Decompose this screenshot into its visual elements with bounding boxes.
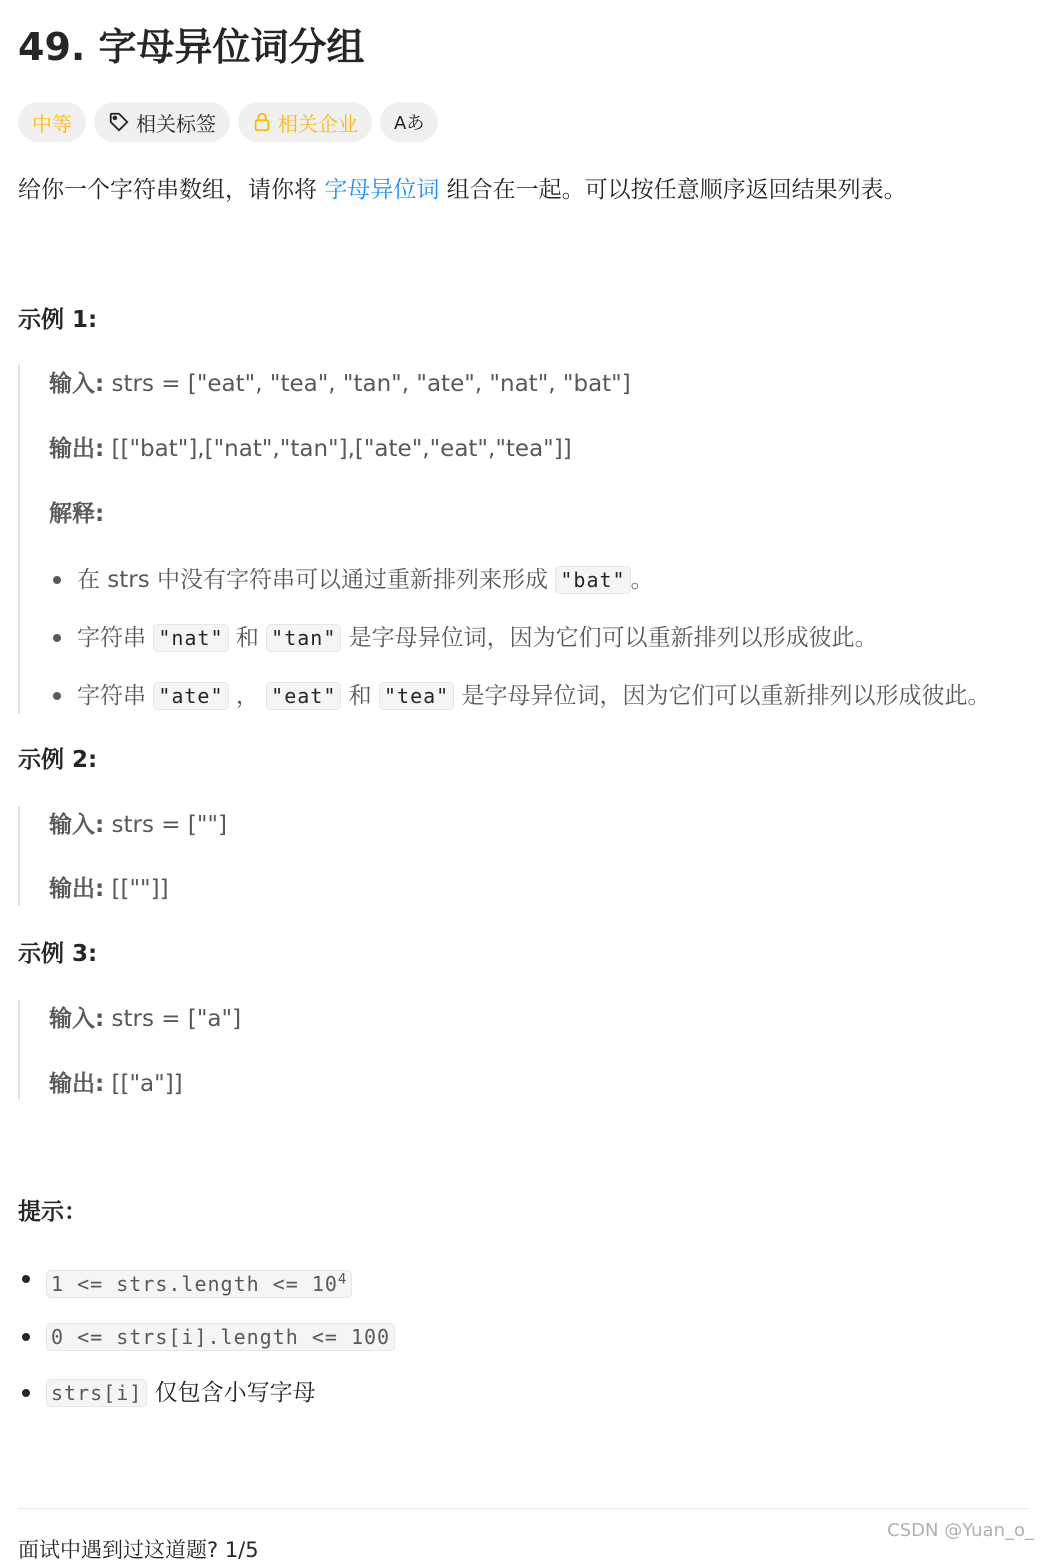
related-companies-label: 相关企业 xyxy=(278,111,358,136)
example-3-input: 输入: strs = ["a"] xyxy=(49,1006,242,1032)
related-tags-button[interactable] xyxy=(94,102,230,142)
hint-item: 0 <= strs[i].length <= 100 xyxy=(46,1319,395,1355)
problem-title: 49. 字母异位词分组 xyxy=(18,25,365,69)
problem-description: 给你一个字符串数组，请你将 字母异位词 组合在一起。可以按任意顺序返回结果列表。 xyxy=(18,177,907,203)
example-1-heading: 示例 1: xyxy=(18,307,98,333)
translate-button[interactable] xyxy=(380,102,438,142)
tag-bar xyxy=(18,102,438,142)
example-3-output: 输出: [["a"]] xyxy=(49,1071,183,1097)
lock-icon xyxy=(252,111,272,133)
example-1-input: 输入: strs = ["eat", "tea", "tan", "ate", "nat", "bat"] xyxy=(49,371,631,397)
example-1-output: 输出: [["bat"],["nat","tan"],["ate","eat","tea"]] xyxy=(49,436,572,462)
example-1-block xyxy=(18,364,1028,714)
related-tags-label: 相关标签 xyxy=(136,111,216,136)
watermark: CSDN @Yuan_o_ xyxy=(887,1520,1034,1541)
anagram-link[interactable]: 字母异位词 xyxy=(324,177,440,203)
example-2-input: 输入: strs = [""] xyxy=(49,812,227,838)
difficulty-label: 中等 xyxy=(32,111,72,136)
example-2-heading: 示例 2: xyxy=(18,747,98,773)
example-1-explain-item: 字符串 "ate" ， "eat" 和 "tea" 是字母异位词，因为它们可以重新排列以形成彼此。 xyxy=(77,678,991,714)
hints-heading: 提示： xyxy=(18,1199,87,1225)
tag-icon xyxy=(108,111,130,133)
divider xyxy=(18,1508,1028,1509)
related-companies-button[interactable] xyxy=(238,102,372,142)
example-3-heading: 示例 3: xyxy=(18,941,98,967)
example-1-explain-item: 在 strs 中没有字符串可以通过重新排列来形成 "bat" 。 xyxy=(77,562,654,598)
example-1-explain-label: 解释: xyxy=(49,501,105,527)
hint-item: 1 <= strs.length <= $10^4$ xyxy=(46,1261,352,1302)
hint-item: strs[i] 仅包含小写字母 xyxy=(46,1375,316,1411)
example-2-output: 输出: [[""]] xyxy=(49,876,169,902)
example-1-explain-item: 字符串 "nat" 和 "tan" 是字母异位词，因为它们可以重新排列以形成彼此。 xyxy=(77,620,878,656)
translate-icon: Aあ xyxy=(394,113,425,134)
difficulty-badge xyxy=(18,102,86,142)
interview-question-prompt[interactable]: 面试中遇到过这道题? 1/5 xyxy=(18,1538,259,1562)
